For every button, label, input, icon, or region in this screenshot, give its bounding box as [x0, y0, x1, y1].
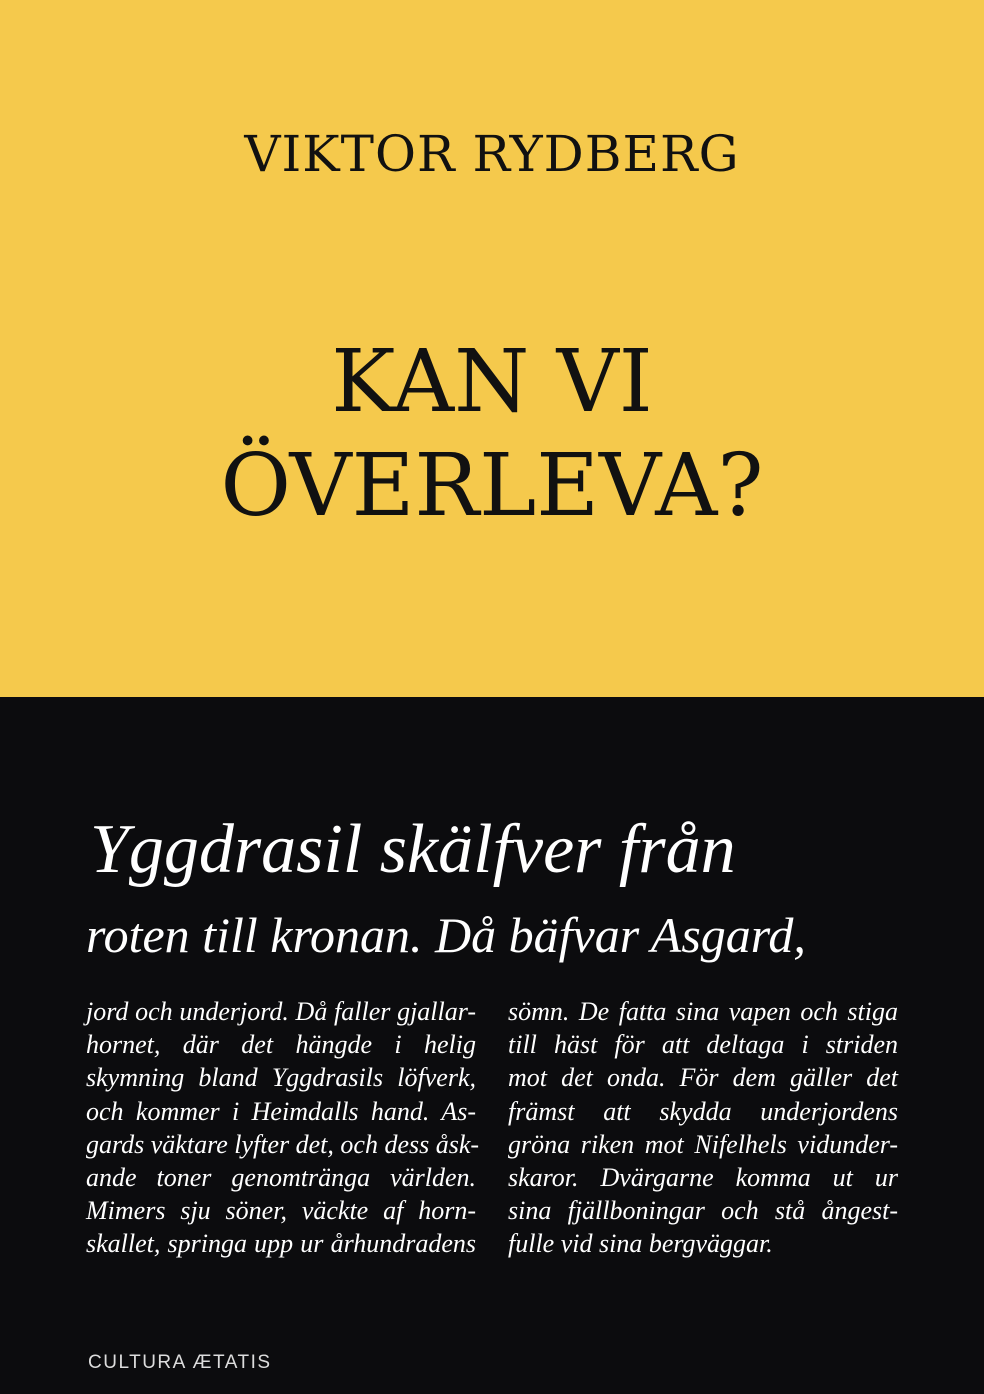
excerpt-line: skaror. Dvärgarne komma ut ur — [508, 1163, 898, 1193]
excerpt-line: jord och underjord. Då faller gjallar- — [86, 997, 476, 1026]
excerpt-line: främst att skydda underjordens — [508, 1096, 898, 1126]
excerpt-column-right — [508, 995, 898, 1261]
excerpt-column-left — [86, 995, 480, 1261]
excerpt-line: gröna riken mot Nifelhels vidunder- — [508, 1129, 898, 1159]
excerpt-line: Mimers sju söner, väckte af horn- — [86, 1196, 476, 1226]
excerpt-line: fulle vid sina bergväggar. — [508, 1229, 773, 1259]
title-line-2: ÖVERLEVA? — [220, 436, 764, 536]
excerpt-line: skymning bland Yggdrasils löfverk, — [86, 1063, 476, 1093]
book-title — [0, 330, 984, 538]
excerpt-line: och kommer i Heimdalls hand. As- — [86, 1096, 476, 1126]
title-line-1: KAN VI — [331, 332, 653, 432]
author-name: VIKTOR RYDBERG — [244, 125, 740, 183]
excerpt-line: sömn. De fatta sina vapen och stiga — [508, 997, 898, 1026]
excerpt-line: ande toner genomtränga världen. — [86, 1163, 476, 1193]
quote-line-2: roten till kronan. Då bäfvar Asgard, — [86, 907, 806, 963]
excerpt-line: gards väktare lyfter det, och dess åsk- — [86, 1129, 480, 1159]
publisher-name: CULTURA ÆTATIS — [88, 1352, 272, 1373]
excerpt-line: till häst för att deltaga i striden — [508, 1030, 898, 1060]
excerpt-line: sina fjällboningar och stå ångest- — [508, 1196, 898, 1226]
quote-line-1: Yggdrasil skälfver från — [90, 811, 736, 888]
excerpt-line: mot det onda. För dem gäller det — [508, 1063, 898, 1093]
excerpt-line: skallet, springa upp ur århundradens — [86, 1229, 476, 1259]
excerpt-line: hornet, där det hängde i helig — [86, 1030, 476, 1060]
